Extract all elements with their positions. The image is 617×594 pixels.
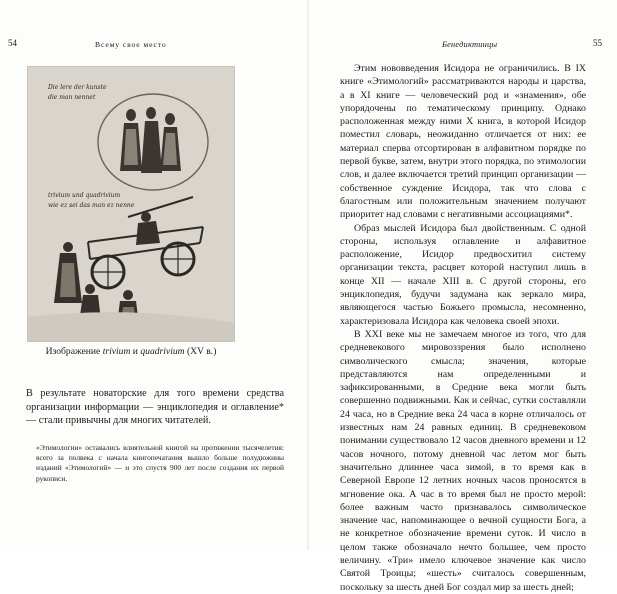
left-page (0, 0, 308, 550)
caption-text: (XV в.) (184, 346, 217, 357)
manuscript-line: die man nennet (48, 94, 96, 101)
right-page (309, 0, 617, 593)
caption-text: Изображение (45, 346, 103, 357)
illustration-graphic (28, 67, 234, 341)
body-paragraph: В результате новаторские для того времени средства организации информации — энциклопедия и оглавление* — стали привычны для многих читателей. (26, 388, 284, 427)
body-paragraph: Этим нововведения Исидора не ограничились. В IX книге «Этимологий» рассматриваются народы и царства, а в XI книге — человеческий род и «знамения», обе упорядочены по тематическому принципу. Однако расположенная между ними X книга, в которой Исидор поместил словарь, неожиданно отличается от них: ее материал сперва отсортирован в алфавитном порядке по первой букве, затем, внутри этого порядка, по этимологии слов, и далее включается третий принцип организации — собственное суждение Исидора, так что слова с благостным или положительным значением получают приоритет над словами с негативными ассоциациями*. (340, 63, 586, 221)
running-head: Всему свое место (95, 40, 167, 49)
body-paragraph: Образ мыслей Исидора был двойственным. С одной стороны, используя оглавление и алфавитное расположение, Исидор предвосхитил систему организации текста, расцвет которой наступил лишь в конце XII — начале XIII в. С другой стороны, его энциклопедия, будучи задумана как зеркало мира, являющегося частью Божьего промысла, несомненно, характеризовала Исидора как человека своей эпохи. (340, 222, 586, 327)
caption-italic: trivium (102, 346, 131, 357)
manuscript-line: trivium und quadrivium (48, 192, 121, 199)
manuscript-illustration (27, 66, 235, 342)
manuscript-line: Die lere der kunste (48, 84, 107, 91)
footnote (26, 443, 284, 484)
caption-text: и (130, 346, 141, 357)
caption-italic: quadrivium (140, 346, 185, 357)
manuscript-line: wie ez sei das man ez nenne (48, 202, 135, 209)
body-paragraph: В XXI веке мы не замечаем многое из того, что для средневекового мировоззрения было исполнено символического смысла; значения, которые представляются нам определенными и зафиксированными, в Средние века могли быть совершенно подвижными. Как и сейчас, сутки составляли 24 часа, но в Средние века 24 часа в корне отличалось от известных нам 24 равных единиц. В средневековом понимании существовало 12 часов дневного времени и 12 часов ночного, потому дневной час летом мог быть значительно длиннее часа зимой, в то время как в Северной Европе 12 летних ночных часов проносятся в мгновение ока. А час в то время был не просто мерой: более важным часто признавалось символическое значение час, напоминающее о вечной сущности Бога, а не конкретное обозначение времени суток. И число в целом также обозначало нечто большее, чем просто величину. «Три» имело ключевое значение как число Святой Троицы; «шесть» считалось совершенным, поскольку за шесть дней Бог создал мир за шесть дней; (340, 328, 586, 593)
body-text (340, 62, 586, 594)
footnote-text: «Этимологии» оставались влиятельной книгой на протяжении тысячелетия: всего за полвека с начала книгопечатания вышло больше полудюжины изданий «Этимологий» — и это спустя 900 лет после создания их первой рукописи. (36, 443, 284, 483)
page-number: 54 (8, 38, 17, 48)
page-number: 55 (593, 38, 602, 48)
figure-caption (26, 346, 236, 357)
running-head: Бенедиктинцы (442, 40, 498, 49)
